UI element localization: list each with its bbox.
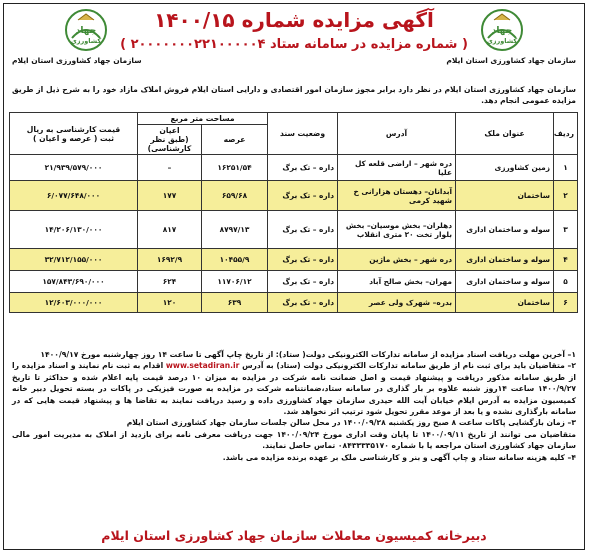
table-row	[9, 211, 577, 249]
cell-price: ۱۴/۲۰۶/۱۳۰/۰۰۰	[9, 211, 137, 249]
cell-land: ۶۳۹	[202, 293, 268, 313]
header-area: مساحت متر مربع	[137, 113, 267, 125]
note-3: ۳– زمان بازگشایی پاکات ساعت ۸ صبح روز یکشنبه ۱۴۰۰/۰۹/۲۸ در محل سالن جلسات سازمان جهاد کشاورزی استان ایلام	[126, 418, 576, 428]
cell-title: سوله و ساختمان اداری	[456, 211, 554, 249]
cell-row: ۱	[554, 155, 578, 181]
cell-doc: داره – تک برگ	[268, 211, 338, 249]
cell-price: ۳۲/۷۱۲/۱۵۵/۰۰۰	[9, 249, 137, 271]
cell-doc: داره – تک برگ	[268, 271, 338, 293]
note-2-intro: ۲– متقاضیان باید برای ثبت نام از طریق سامانه تدارکات الکترونیکی دولت (ستاد) به آدرس	[242, 361, 576, 371]
cell-price: ۱۵۷/۸۴۳/۶۹۰/۰۰۰	[9, 271, 137, 293]
cell-address: دره شهر – اراضی قلعه کل علیا	[338, 155, 456, 181]
table-header-row	[9, 113, 577, 125]
cell-address: بدره– شهرک ولی عصر	[338, 293, 456, 313]
cell-row: ۳	[554, 211, 578, 249]
cell-row: ۴	[554, 249, 578, 271]
header-doc-status: وضعیت سند	[268, 113, 338, 155]
header-price-note: ثبت ( عرصه و اعیان )	[33, 133, 114, 143]
logo-label-bottom: کشاورزی	[70, 37, 102, 45]
cell-title: زمین کشاورزی	[456, 155, 554, 181]
cell-building: –	[137, 155, 201, 181]
cell-address: مهران– بخش صالح آباد	[338, 271, 456, 293]
cell-title: سوله و ساختمان اداری	[456, 249, 554, 271]
setad-website-link[interactable]: www.setadiran.ir	[165, 361, 240, 371]
notice-subtitle: ( شماره مزایده در سامانه ستاد ۲۰۰۰۰۰۰۰۲۲۱۰۰۰۰۰۴ )	[120, 37, 468, 52]
cell-address: دره شهر – بخش ماژین	[338, 249, 456, 271]
footer-signature: دبیرخانه کمیسیون معاملات سازمان جهاد کشاورزی استان ایلام	[101, 528, 487, 543]
header-row-number: ردیف	[554, 113, 578, 155]
cell-address: دهلران– بخش موسیان– بخش بلوار تخت ۲۰ متری انقلاب	[338, 211, 456, 249]
logo-label-top: جهاد	[491, 26, 513, 36]
cell-land: ۱۶۲۵۱/۵۴	[202, 155, 268, 181]
cell-title: ساختمان	[456, 181, 554, 211]
cell-doc: داره – تک برگ	[268, 155, 338, 181]
notes-section	[12, 349, 576, 463]
logo-label-bottom: کشاورزی	[486, 37, 518, 45]
cell-land: ۱۰۴۵۵/۹	[202, 249, 268, 271]
table-row	[9, 293, 577, 313]
table-row	[9, 271, 577, 293]
cell-price: ۱۲/۶۰۳/۰۰۰/۰۰۰	[9, 293, 137, 313]
cell-building: ۱۶۹۲/۹	[137, 249, 201, 271]
table-row	[9, 155, 577, 181]
header-land: عرصه	[202, 125, 268, 155]
note-2-body: اقدام به ثبت نام نمایند و اسناد مزایده را از طریق سامانه مذکور دریافت و پیشنهاد قیمت و اصل ضمانت نامه شرکت در مزایده به میزان ۱۰ درصد قیمت پایه اعلام شده و حداکثر تا تاریخ ۱۴۰۰/۹/۲۷ ساعت ۱۴روز شنبه علاوه بر بار گذاری در سامانه ستاد،ضمانتنامه شرکت در مزایده به صورت فیزیکی در پاکات در بسته تحویل دبیر خانه کمیسیون مزایده به آدرس ایلام خیابان آیت الله حیدری سازمان جهاد کشاورزی داده و رسید دریافت نمایند به تقاضا ها و پیشنهاد قیمت هایی که در سامانه بارگذاری نشده و یا بعد از موعد مقرر تحویل شود ترتیب اثر نخواهد شد.	[12, 361, 577, 417]
properties-table	[9, 112, 578, 313]
intro-paragraph: سازمان جهاد کشاورزی استان ایلام در نظر دارد برابر مجوز سازمان امور اقتصادی و دارایی استان ایلام فروش املاک مازاد خود را به شرح ذیل از طریق مزایده عمومی انجام دهد.	[12, 85, 576, 105]
cell-land: ۶۵۹/۶۸	[202, 181, 268, 211]
note-2	[12, 360, 576, 417]
cell-address: آبدانان– دهستان هزارانی خ شهید کرمی	[338, 181, 456, 211]
cell-price: ۲۱/۹۳۹/۵۷۹/۰۰۰	[9, 155, 137, 181]
table-row	[9, 181, 577, 211]
note-3-detail: متقاضیان می توانند از تاریخ ۱۴۰۰/۰۹/۱۱ تا پایان وقت اداری مورخ ۱۴۰۰/۰۹/۲۴ جهت دریافت معرفی نامه برای بازدید از املاک به مدیریت امور مالی سازمان جهاد کشاورزی استان مراجعه یا با شماره ۰۸۴۳۳۳۳۵۱۷۰ تماس حاصل نمایند.	[12, 429, 576, 451]
header-price	[9, 113, 137, 155]
cell-row: ۲	[554, 181, 578, 211]
table-row	[9, 249, 577, 271]
cell-land: ۱۱۷۰۶/۱۲	[202, 271, 268, 293]
note-4: ۴– کلیه هزینه سامانه ستاد و چاپ آگهی و بنر و کارشناسی ملک بر عهده برنده مزایده می باشد.	[222, 452, 576, 462]
cell-land: ۸۷۹۷/۱۳	[202, 211, 268, 249]
cell-building: ۶۲۴	[137, 271, 201, 293]
cell-row: ۶	[554, 293, 578, 313]
header-building	[137, 125, 201, 155]
org-caption-right: سازمان جهاد کشاورزی استان ایلام	[446, 56, 576, 65]
logo-label-top: جهاد	[75, 26, 97, 36]
note-1: ۱– آخرین مهلت دریافت اسناد مزایده از سامانه تدارکات الکترونیکی دولت( ستاد): از تاریخ چاپ آگهی تا ساعت ۱۴ روز چهارشنبه مورخ ۱۴۰۰/۹/۱۷	[40, 350, 576, 359]
header-building-label: اعیان	[159, 126, 180, 135]
header-price-label: قیمت کارشناسی به ریال	[26, 124, 121, 134]
auction-notice	[3, 3, 585, 550]
cell-building: ۱۷۷	[137, 181, 201, 211]
cell-row: ۵	[554, 271, 578, 293]
cell-building: ۸۱۷	[137, 211, 201, 249]
notice-title: آگهی مزایده شماره ۱۴۰۰/۱۵	[154, 8, 434, 32]
cell-building: ۱۲۰	[137, 293, 201, 313]
header-title: عنوان ملک	[456, 113, 554, 155]
cell-title: سوله و ساختمان اداری	[456, 271, 554, 293]
cell-doc: داره – تک برگ	[268, 293, 338, 313]
header-address: آدرس	[338, 113, 456, 155]
cell-title: ساختمان	[456, 293, 554, 313]
cell-doc: داره – تک برگ	[268, 181, 338, 211]
cell-price: ۶/۰۷۷/۶۴۸/۰۰۰	[9, 181, 137, 211]
org-caption-left: سازمان جهاد کشاورزی استان ایلام	[12, 56, 142, 65]
cell-doc: داره – تک برگ	[268, 249, 338, 271]
header-building-note: (طبق نظر کارشناسی)	[147, 135, 192, 153]
